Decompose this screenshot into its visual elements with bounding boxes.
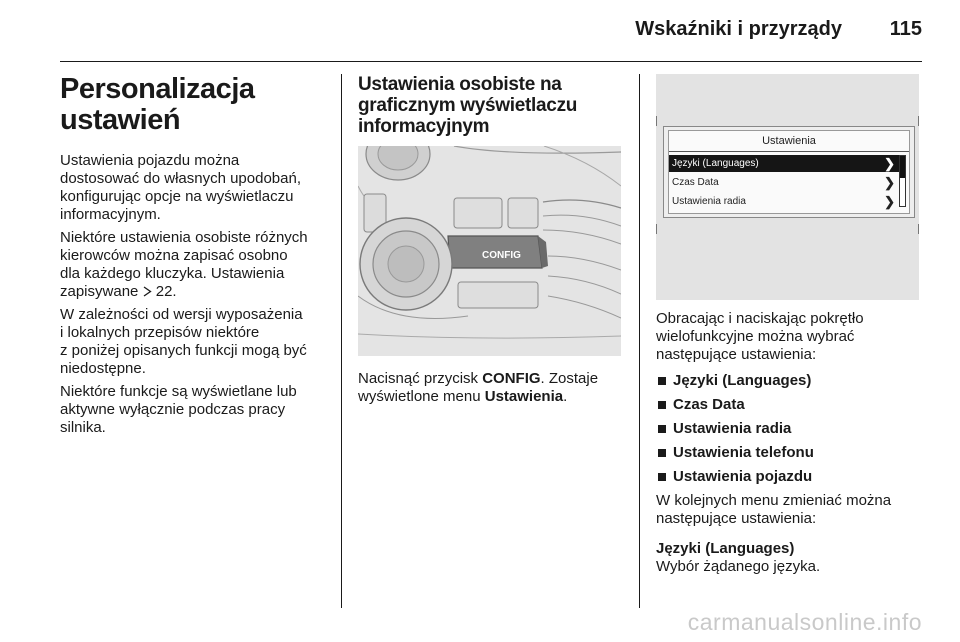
paragraph-config [358,370,628,406]
column-3 [656,74,926,581]
config-text-1: Nacisnąć przycisk [358,370,483,387]
paragraph-submenus: W kolejnych menu zmieniać można następujące ustawienia: [656,492,892,527]
crop-mark [656,224,657,234]
screen-title: Ustawienia [762,135,816,147]
settings-list [656,372,926,486]
paragraph-selection: Obracając i naciskając pokrętło wielofunkcyjne można wybrać następujące ustawienia: [656,310,864,363]
list-item: Języki (Languages) [656,372,926,390]
display-frame [663,126,915,218]
column-2 [358,74,628,411]
chevron-right-icon: ❯ [884,194,895,209]
column-1 [60,74,330,442]
chevron-right-icon: ❯ [884,156,895,171]
subsection-text: Wybór żądanego języka. [656,558,821,575]
page-header [0,0,960,62]
settings-keyword: Ustawienia [484,388,564,405]
paragraph-intro: Ustawienia pojazdu można dostosować do własnych upodobań, konfigurując opcje na wyświetlaczu informacyjnym. [60,152,301,223]
page-reference[interactable]: 22. [155,283,177,300]
config-button-label: CONFIG [482,250,521,261]
list-item: Ustawienia pojazdu [656,468,926,486]
crop-mark [656,116,657,126]
chevron-right-icon: ❯ [884,175,895,190]
config-text-3: . [563,388,568,405]
crop-mark [918,116,919,126]
crop-mark [918,224,919,234]
info-display-screen [668,130,910,214]
menu-item-label: Języki (Languages) [672,158,759,169]
display-illustration [656,74,919,300]
config-keyword: CONFIG [482,370,541,387]
list-item: Ustawienia telefonu [656,444,926,462]
screen-scrollbar[interactable] [899,155,906,207]
console-illustration [358,146,621,356]
section-heading: Ustawienia osobiste na graficznym wyświetlaczu informacyjnym [358,74,578,137]
list-item: Czas Data [656,396,926,414]
menu-item-languages[interactable] [669,155,901,172]
page-reference-icon [143,286,152,297]
paragraph-engine: Niektóre funkcje są wyświetlane lub aktywne wyłącznie podczas pracy silnika. [60,383,297,436]
list-item: Ustawienia radia [656,420,926,438]
column-divider [341,74,342,608]
scroll-thumb[interactable] [900,156,905,178]
paragraph-availability: W zależności od wersji wyposażenia i lokalnych przepisów niektóre z poniżej opisanych funkcji mogą być niedostępne. [60,306,307,377]
subsection-heading: Języki (Languages) [656,540,795,557]
paragraph-keys [60,229,330,301]
menu-item-radio[interactable] [669,193,901,210]
column-divider [639,74,640,608]
config-text-2: . Zostaje wyświetlone menu [358,370,599,405]
menu-item-label: Czas Data [672,177,719,188]
watermark: carmanualsonline.info [687,609,922,635]
page-number: 115 [889,18,922,40]
main-heading: Personalizacja ustawień [60,73,255,136]
paragraph-keys-text: Niektóre ustawienia osobiste różnych kierowców można zapisać osobno dla każdego kluczyka. Ustawienia zapisywane [60,229,308,300]
menu-item-time-date[interactable] [669,174,901,191]
section-title: Wskaźniki i przyrządy [635,18,842,40]
screen-rule [669,151,909,152]
header-rule [60,61,922,62]
console-drawing [358,146,621,356]
menu-item-label: Ustawienia radia [672,196,746,207]
